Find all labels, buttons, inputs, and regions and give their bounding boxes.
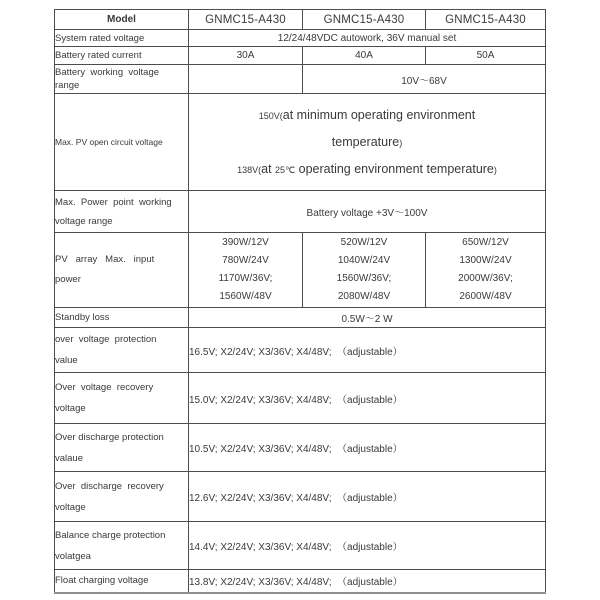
- row-battery-working-voltage-range: [55, 65, 546, 94]
- pv-open-line-3: [189, 156, 545, 183]
- header-model-label: Model: [55, 10, 189, 30]
- label-max-pv-open-circuit-voltage: Max. PV open circuit voltage: [55, 94, 189, 191]
- value-float-charging-voltage: 13.8V; X2/24V; X3/36V; X4/48V; （adjustable）: [189, 570, 546, 593]
- row-battery-rated-current: [55, 47, 546, 65]
- row-over-discharge-recovery-voltage: [55, 472, 546, 522]
- row-system-rated-voltage: [55, 30, 546, 47]
- value-max-pv-open-circuit-voltage: [189, 94, 546, 191]
- value-standby-loss: 0.5W～2 W: [189, 308, 546, 328]
- value-over-voltage-recovery-voltage: 15.0V; X2/24V; X3/36V; X4/48V; （adjustable）: [189, 373, 546, 424]
- row-max-power-point-working-voltage-range: [55, 191, 546, 233]
- pv-open-l1-big: at minimum operating environment: [282, 107, 476, 122]
- pv-open-l2-big: temperature: [331, 134, 400, 149]
- value-rated-current-1: 30A: [189, 47, 303, 65]
- value-over-discharge-protection-valaue: 10.5V; X2/24V; X3/36V; X4/48V; （adjustable）: [189, 424, 546, 472]
- row-over-voltage-protection-value: [55, 328, 546, 373]
- label-battery-rated-current: Battery rated current: [55, 47, 189, 65]
- value-over-discharge-recovery-voltage: 12.6V; X2/24V; X3/36V; X4/48V; （adjustable）: [189, 472, 546, 522]
- row-float-charging-voltage: [55, 570, 546, 593]
- header-model-1: GNMC15-A430: [189, 10, 303, 30]
- label-standby-loss: Standby loss: [55, 308, 189, 328]
- value-rated-current-2: 40A: [303, 47, 426, 65]
- pv-open-l3-small-c: ): [493, 164, 497, 175]
- value-working-range-empty: [189, 65, 303, 94]
- value-working-range: 10V～68V: [303, 65, 546, 94]
- label-over-voltage-recovery-voltage: Over voltage recovery voltage: [55, 373, 189, 424]
- row-max-pv-open-circuit-voltage: [55, 94, 546, 191]
- row-balance-charge-protection-volatgea: [55, 522, 546, 570]
- pv-open-l1-small: 150V(: [258, 110, 283, 121]
- pv-open-l2-small: ): [399, 137, 403, 148]
- value-rated-current-3: 50A: [426, 47, 546, 65]
- pv-open-l3-big-b: operating environment temperature: [295, 161, 494, 176]
- label-max-power-point: Max. Power point working voltage range: [55, 191, 189, 233]
- label-battery-working-voltage-range: Battery working voltage range: [55, 65, 189, 94]
- value-balance-charge-protection-volatgea: 14.4V; X2/24V; X3/36V; X4/48V; （adjustable）: [189, 522, 546, 570]
- label-over-voltage-protection-value: over voltage protection value: [55, 328, 189, 373]
- value-pv-array-1: 390W/12V 780W/24V 1170W/36V; 1560W/48V: [189, 233, 303, 308]
- label-pv-array-max-input-power: PV array Max. input power: [55, 233, 189, 308]
- label-float-charging-voltage: Float charging voltage: [55, 570, 189, 593]
- header-model-3: GNMC15-A430: [426, 10, 546, 30]
- value-over-voltage-protection-value: 16.5V; X2/24V; X3/36V; X4/48V; （adjustable）: [189, 328, 546, 373]
- pv-open-l3-big-a: at: [261, 161, 276, 176]
- spec-table: [54, 9, 546, 594]
- spec-sheet: [54, 9, 546, 594]
- label-balance-charge-protection-volatgea: Balance charge protection volatgea: [55, 522, 189, 570]
- row-standby-loss: [55, 308, 546, 328]
- pv-open-line-1: [189, 102, 545, 129]
- pv-open-l3-small-b: 25℃: [275, 164, 296, 175]
- label-over-discharge-protection-valaue: Over discharge protection valaue: [55, 424, 189, 472]
- pv-open-line-2: [189, 129, 545, 156]
- row-over-discharge-protection-valaue: [55, 424, 546, 472]
- pv-open-l3-small-a: 138V(: [237, 164, 262, 175]
- label-over-discharge-recovery-voltage: Over discharge recovery voltage: [55, 472, 189, 522]
- value-max-power-point: Battery voltage +3V～100V: [189, 191, 546, 233]
- label-system-rated-voltage: System rated voltage: [55, 30, 189, 47]
- header-model-2: GNMC15-A430: [303, 10, 426, 30]
- row-pv-array-max-input-power: [55, 233, 546, 308]
- value-system-rated-voltage: 12/24/48VDC autowork, 36V manual set: [189, 30, 546, 47]
- row-over-voltage-recovery-voltage: [55, 373, 546, 424]
- row-model: [55, 10, 546, 30]
- value-pv-array-2: 520W/12V 1040W/24V 1560W/36V; 2080W/48V: [303, 233, 426, 308]
- value-pv-array-3: 650W/12V 1300W/24V 2000W/36V; 2600W/48V: [426, 233, 546, 308]
